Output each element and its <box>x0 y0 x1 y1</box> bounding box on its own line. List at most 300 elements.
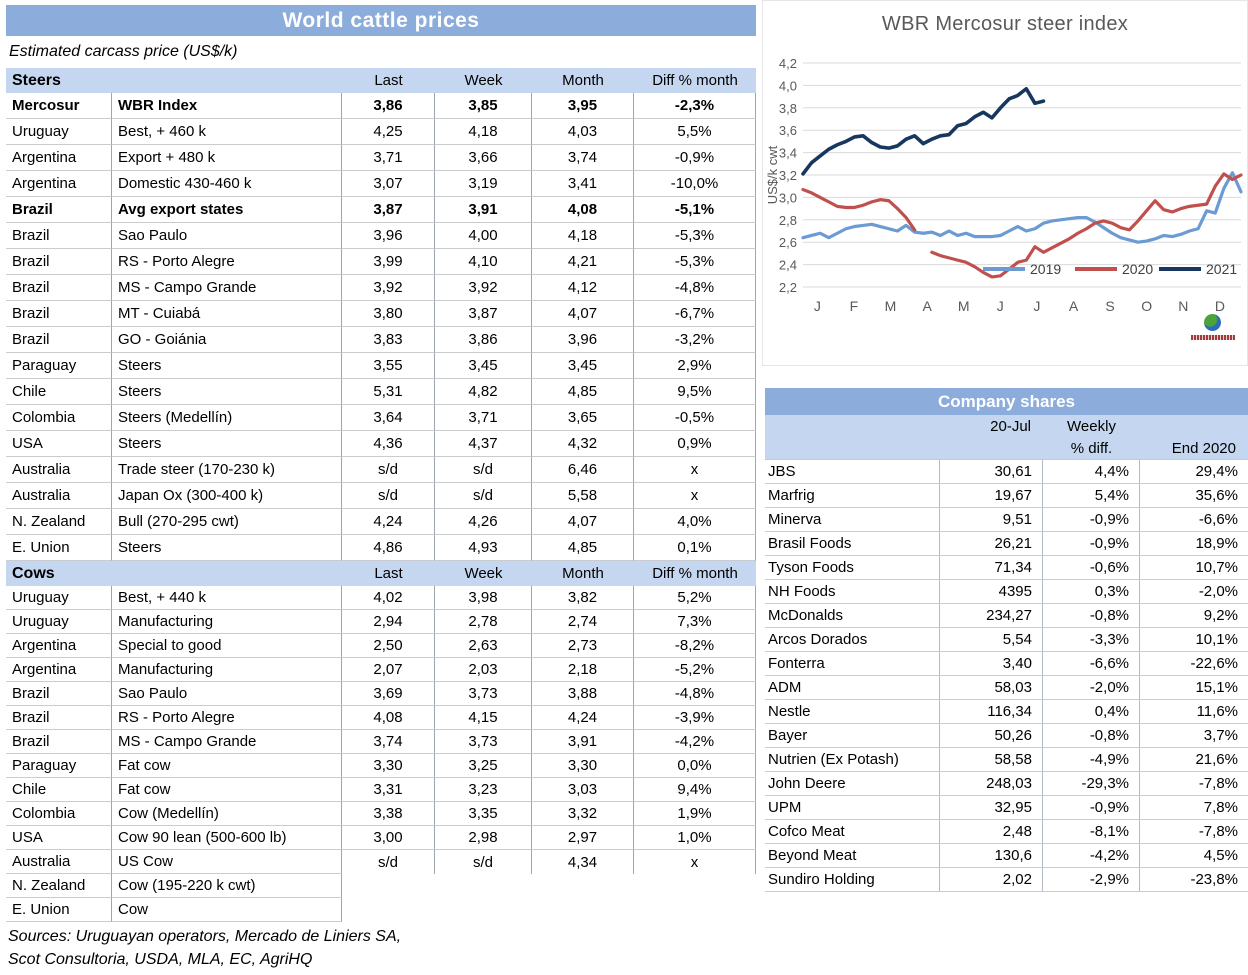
svg-text:D: D <box>1214 298 1225 314</box>
weekly-diff-cell: -0,8% <box>1043 724 1140 748</box>
spec-cell: Manufacturing <box>112 658 342 682</box>
sources-note <box>6 925 756 971</box>
country-cell: Brazil <box>6 223 112 249</box>
price-cell: 9,51 <box>940 508 1043 532</box>
spec-cell: US Cow <box>112 850 342 874</box>
weekly-diff-cell: -0,6% <box>1043 556 1140 580</box>
price-cell: 234,27 <box>940 604 1043 628</box>
month-cell: 3,41 <box>532 171 634 197</box>
svg-text:2021: 2021 <box>1206 261 1238 277</box>
price-cell: 2,48 <box>940 820 1043 844</box>
week-cell: 3,92 <box>435 275 532 301</box>
svg-text:M: M <box>957 298 970 314</box>
svg-text:A: A <box>1068 298 1079 314</box>
country-cell: N. Zealand <box>6 874 112 898</box>
weekly-diff-cell: -8,1% <box>1043 820 1140 844</box>
spec-cell: Steers <box>112 379 342 405</box>
diff-cell: -5,3% <box>634 223 756 249</box>
price-table <box>6 68 756 922</box>
last-cell: 3,07 <box>342 171 435 197</box>
country-cell: Chile <box>6 778 112 802</box>
chart-title: WBR Mercosur steer index <box>881 13 1129 35</box>
week-cell: 4,00 <box>435 223 532 249</box>
diff-cell: -0,5% <box>634 405 756 431</box>
week-cell <box>435 898 532 922</box>
week-cell: 2,78 <box>435 610 532 634</box>
price-cell: 130,6 <box>940 844 1043 868</box>
end-2020-cell: 10,1% <box>1140 628 1248 652</box>
month-cell: 3,03 <box>532 778 634 802</box>
end-2020-cell: -23,8% <box>1140 868 1248 892</box>
diff-cell: -4,8% <box>634 682 756 706</box>
last-cell <box>342 874 435 898</box>
spec-cell: Best, + 460 k <box>112 119 342 145</box>
last-cell: 3,74 <box>342 730 435 754</box>
diff-cell: x <box>634 457 756 483</box>
month-cell: 4,85 <box>532 379 634 405</box>
spec-cell: Trade steer (170-230 k) <box>112 457 342 483</box>
last-cell: 4,86 <box>342 535 435 561</box>
end-2020-cell: 7,8% <box>1140 796 1248 820</box>
month-cell: 3,74 <box>532 145 634 171</box>
last-cell: 3,71 <box>342 145 435 171</box>
month-cell: 3,65 <box>532 405 634 431</box>
week-cell: 3,45 <box>435 353 532 379</box>
month-cell: 4,03 <box>532 119 634 145</box>
month-cell: 3,96 <box>532 327 634 353</box>
country-cell: Mercosur <box>6 93 112 119</box>
week-cell: 2,03 <box>435 658 532 682</box>
diff-cell <box>634 898 756 922</box>
svg-text:4,2: 4,2 <box>778 56 797 71</box>
spec-cell: RS - Porto Alegre <box>112 249 342 275</box>
diff-cell: 7,3% <box>634 610 756 634</box>
week-cell: 2,98 <box>435 826 532 850</box>
last-cell: 3,87 <box>342 197 435 223</box>
column-header: Month <box>532 68 634 93</box>
column-header: Week <box>435 561 532 586</box>
diff-cell <box>634 874 756 898</box>
diff-cell: -2,3% <box>634 93 756 119</box>
price-cell: 5,54 <box>940 628 1043 652</box>
week-cell: s/d <box>435 483 532 509</box>
diff-cell: 0,1% <box>634 535 756 561</box>
week-cell: s/d <box>435 850 532 874</box>
last-cell: 3,86 <box>342 93 435 119</box>
column-header: Month <box>532 561 634 586</box>
last-cell: 2,94 <box>342 610 435 634</box>
country-cell: E. Union <box>6 898 112 922</box>
spec-cell: Sao Paulo <box>112 682 342 706</box>
diff-cell: -3,2% <box>634 327 756 353</box>
svg-text:3,0: 3,0 <box>778 190 797 206</box>
country-cell: N. Zealand <box>6 509 112 535</box>
price-cell: 19,67 <box>940 484 1043 508</box>
month-cell: 3,82 <box>532 586 634 610</box>
week-cell: 4,93 <box>435 535 532 561</box>
spec-cell: Cow (195-220 k cwt) <box>112 874 342 898</box>
last-cell: 4,08 <box>342 706 435 730</box>
last-cell: 3,92 <box>342 275 435 301</box>
last-cell: 4,36 <box>342 431 435 457</box>
publisher-logo-wordmark <box>1191 335 1235 340</box>
price-cell: 2,02 <box>940 868 1043 892</box>
company-name-cell: Tyson Foods <box>765 556 940 580</box>
spec-cell: Avg export states <box>112 197 342 223</box>
spec-cell: Sao Paulo <box>112 223 342 249</box>
diff-cell: 1,0% <box>634 826 756 850</box>
country-cell: Argentina <box>6 145 112 171</box>
end-2020-cell: 35,6% <box>1140 484 1248 508</box>
month-cell: 3,32 <box>532 802 634 826</box>
last-cell: s/d <box>342 483 435 509</box>
column-header: Diff % month <box>634 561 756 586</box>
weekly-diff-cell: -3,3% <box>1043 628 1140 652</box>
month-cell: 3,95 <box>532 93 634 119</box>
spec-cell: Steers (Medellín) <box>112 405 342 431</box>
header-weekly: Weekly <box>1067 417 1116 435</box>
price-cell: 248,03 <box>940 772 1043 796</box>
end-2020-cell: -7,8% <box>1140 772 1248 796</box>
diff-cell: -0,9% <box>634 145 756 171</box>
weekly-diff-cell: -0,9% <box>1043 796 1140 820</box>
week-cell: 4,10 <box>435 249 532 275</box>
spec-cell: Fat cow <box>112 778 342 802</box>
diff-cell: x <box>634 850 756 874</box>
header-spacer <box>765 415 940 437</box>
country-cell: Colombia <box>6 802 112 826</box>
svg-text:M: M <box>884 298 897 314</box>
header-end-2020: End 2020 <box>1171 439 1236 457</box>
diff-cell: 4,0% <box>634 509 756 535</box>
weekly-diff-cell: 0,4% <box>1043 700 1140 724</box>
country-cell: Uruguay <box>6 586 112 610</box>
svg-text:2,4: 2,4 <box>778 257 797 273</box>
country-cell: Colombia <box>6 405 112 431</box>
column-header: Last <box>342 561 435 586</box>
header-spacer <box>765 437 940 459</box>
end-2020-cell: 18,9% <box>1140 532 1248 556</box>
diff-cell: 5,5% <box>634 119 756 145</box>
last-cell: s/d <box>342 457 435 483</box>
header-weekly-diff: % diff. <box>1070 439 1113 457</box>
svg-text:A: A <box>922 298 932 314</box>
last-cell: 3,83 <box>342 327 435 353</box>
sources-line-1: Sources: Uruguayan operators, Mercado de Liniers SA, <box>8 928 402 945</box>
last-cell: 4,02 <box>342 586 435 610</box>
month-cell: 6,46 <box>532 457 634 483</box>
steer-index-chart-card <box>762 0 1248 366</box>
weekly-diff-cell: -0,9% <box>1043 532 1140 556</box>
weekly-diff-cell: -4,9% <box>1043 748 1140 772</box>
spec-cell: Domestic 430-460 k <box>112 171 342 197</box>
price-cell: 32,95 <box>940 796 1043 820</box>
week-cell: s/d <box>435 457 532 483</box>
month-cell: 4,18 <box>532 223 634 249</box>
weekly-diff-cell: 4,4% <box>1043 460 1140 484</box>
last-cell: 3,64 <box>342 405 435 431</box>
company-shares-header <box>765 415 1248 460</box>
company-name-cell: Bayer <box>765 724 940 748</box>
svg-text:O: O <box>1141 298 1153 314</box>
weekly-diff-cell: -2,9% <box>1043 868 1140 892</box>
svg-text:2020: 2020 <box>1122 261 1154 277</box>
end-2020-cell: 21,6% <box>1140 748 1248 772</box>
diff-cell: -5,2% <box>634 658 756 682</box>
svg-text:J: J <box>813 298 821 314</box>
page-title: World cattle prices <box>6 5 756 36</box>
spec-cell: Cow <box>112 898 342 922</box>
week-cell: 3,85 <box>435 93 532 119</box>
company-name-cell: Minerva <box>765 508 940 532</box>
company-name-cell: UPM <box>765 796 940 820</box>
month-cell: 4,21 <box>532 249 634 275</box>
weekly-diff-cell: -2,0% <box>1043 676 1140 700</box>
spec-cell: Manufacturing <box>112 610 342 634</box>
week-cell: 3,19 <box>435 171 532 197</box>
column-header: Diff % month <box>634 68 756 93</box>
company-name-cell: Sundiro Holding <box>765 868 940 892</box>
week-cell: 4,26 <box>435 509 532 535</box>
company-name-cell: John Deere <box>765 772 940 796</box>
company-shares-panel <box>765 388 1248 892</box>
spec-cell: Fat cow <box>112 754 342 778</box>
last-cell: 3,00 <box>342 826 435 850</box>
spec-cell: RS - Porto Alegre <box>112 706 342 730</box>
svg-text:2,8: 2,8 <box>778 212 797 228</box>
spec-cell: Cow (Medellín) <box>112 802 342 826</box>
company-name-cell: NH Foods <box>765 580 940 604</box>
month-cell: 3,30 <box>532 754 634 778</box>
weekly-diff-cell: -6,6% <box>1043 652 1140 676</box>
diff-cell: -3,9% <box>634 706 756 730</box>
last-cell: 3,55 <box>342 353 435 379</box>
country-cell: Australia <box>6 850 112 874</box>
svg-text:3,6: 3,6 <box>778 123 797 139</box>
country-cell: Chile <box>6 379 112 405</box>
week-cell: 3,35 <box>435 802 532 826</box>
country-cell: Australia <box>6 483 112 509</box>
diff-cell: 2,9% <box>634 353 756 379</box>
end-2020-cell: 9,2% <box>1140 604 1248 628</box>
diff-cell: -5,1% <box>634 197 756 223</box>
price-cell: 4395 <box>940 580 1043 604</box>
month-cell: 2,18 <box>532 658 634 682</box>
svg-text:2019: 2019 <box>1030 261 1062 277</box>
diff-cell: 1,9% <box>634 802 756 826</box>
diff-cell: 5,2% <box>634 586 756 610</box>
spec-cell: Japan Ox (300-400 k) <box>112 483 342 509</box>
header-price-date: 20-Jul <box>990 417 1031 435</box>
diff-cell: -4,8% <box>634 275 756 301</box>
price-cell: 50,26 <box>940 724 1043 748</box>
diff-cell: 9,4% <box>634 778 756 802</box>
month-cell: 3,45 <box>532 353 634 379</box>
last-cell: 2,07 <box>342 658 435 682</box>
svg-text:J: J <box>996 298 1004 314</box>
company-name-cell: Fonterra <box>765 652 940 676</box>
diff-cell: x <box>634 483 756 509</box>
month-cell: 4,07 <box>532 509 634 535</box>
country-cell: USA <box>6 826 112 850</box>
end-2020-cell: -6,6% <box>1140 508 1248 532</box>
spec-cell: Steers <box>112 431 342 457</box>
column-header: Week <box>435 68 532 93</box>
week-cell: 3,66 <box>435 145 532 171</box>
week-cell: 3,23 <box>435 778 532 802</box>
diff-cell: -6,7% <box>634 301 756 327</box>
month-cell: 4,85 <box>532 535 634 561</box>
month-cell: 2,73 <box>532 634 634 658</box>
month-cell: 4,07 <box>532 301 634 327</box>
price-cell: 3,40 <box>940 652 1043 676</box>
country-cell: Argentina <box>6 658 112 682</box>
company-name-cell: Cofco Meat <box>765 820 940 844</box>
month-cell <box>532 874 634 898</box>
last-cell: 3,99 <box>342 249 435 275</box>
company-name-cell: Nestle <box>765 700 940 724</box>
price-cell: 26,21 <box>940 532 1043 556</box>
spec-cell: MS - Campo Grande <box>112 275 342 301</box>
column-header: Last <box>342 68 435 93</box>
month-cell: 4,12 <box>532 275 634 301</box>
month-cell: 4,32 <box>532 431 634 457</box>
week-cell: 3,25 <box>435 754 532 778</box>
week-cell: 2,63 <box>435 634 532 658</box>
last-cell: 3,38 <box>342 802 435 826</box>
last-cell: 4,24 <box>342 509 435 535</box>
month-cell: 3,91 <box>532 730 634 754</box>
company-name-cell: McDonalds <box>765 604 940 628</box>
week-cell: 4,15 <box>435 706 532 730</box>
spec-cell: MT - Cuiabá <box>112 301 342 327</box>
diff-cell: 9,5% <box>634 379 756 405</box>
week-cell: 3,73 <box>435 682 532 706</box>
end-2020-cell: 11,6% <box>1140 700 1248 724</box>
section-label: Cows <box>6 561 342 586</box>
country-cell: Brazil <box>6 730 112 754</box>
last-cell: 2,50 <box>342 634 435 658</box>
last-cell: 3,80 <box>342 301 435 327</box>
header-spacer <box>940 437 1043 459</box>
country-cell: Brazil <box>6 249 112 275</box>
weekly-diff-cell: -0,9% <box>1043 508 1140 532</box>
company-name-cell: JBS <box>765 460 940 484</box>
diff-cell: -8,2% <box>634 634 756 658</box>
company-shares-table <box>765 460 1248 892</box>
weekly-diff-cell: -0,8% <box>1043 604 1140 628</box>
week-cell <box>435 874 532 898</box>
country-cell: Brazil <box>6 706 112 730</box>
spec-cell: GO - Goiánia <box>112 327 342 353</box>
company-name-cell: Arcos Dorados <box>765 628 940 652</box>
svg-text:3,8: 3,8 <box>778 100 797 116</box>
weekly-diff-cell: -4,2% <box>1043 844 1140 868</box>
week-cell: 3,98 <box>435 586 532 610</box>
country-cell: USA <box>6 431 112 457</box>
last-cell: 5,31 <box>342 379 435 405</box>
week-cell: 4,37 <box>435 431 532 457</box>
publisher-globe-logo-icon <box>1204 314 1221 331</box>
svg-text:N: N <box>1178 298 1189 314</box>
last-cell: 3,31 <box>342 778 435 802</box>
diff-cell: -10,0% <box>634 171 756 197</box>
company-name-cell: Marfrig <box>765 484 940 508</box>
week-cell: 4,82 <box>435 379 532 405</box>
spec-cell: Special to good <box>112 634 342 658</box>
spec-cell: Bull (270-295 cwt) <box>112 509 342 535</box>
spec-cell: Cow 90 lean (500-600 lb) <box>112 826 342 850</box>
end-2020-cell: -2,0% <box>1140 580 1248 604</box>
country-cell: Brazil <box>6 301 112 327</box>
svg-text:2,6: 2,6 <box>778 235 797 251</box>
month-cell <box>532 898 634 922</box>
country-cell: Argentina <box>6 634 112 658</box>
company-name-cell: Nutrien (Ex Potash) <box>765 748 940 772</box>
country-cell: Paraguay <box>6 353 112 379</box>
last-cell: 3,96 <box>342 223 435 249</box>
country-cell: Australia <box>6 457 112 483</box>
svg-text:2,2: 2,2 <box>778 280 797 295</box>
spec-cell: Steers <box>112 353 342 379</box>
end-2020-cell: 15,1% <box>1140 676 1248 700</box>
country-cell: Brazil <box>6 197 112 223</box>
month-cell: 5,58 <box>532 483 634 509</box>
header-spacer <box>1140 415 1248 437</box>
company-name-cell: ADM <box>765 676 940 700</box>
world-cattle-prices-panel <box>6 5 756 971</box>
weekly-diff-cell: -29,3% <box>1043 772 1140 796</box>
diff-cell: -4,2% <box>634 730 756 754</box>
svg-text:3,2: 3,2 <box>778 168 797 183</box>
price-cell: 116,34 <box>940 700 1043 724</box>
end-2020-cell: 4,5% <box>1140 844 1248 868</box>
svg-text:4,0: 4,0 <box>778 78 797 94</box>
week-cell: 3,73 <box>435 730 532 754</box>
spec-cell: MS - Campo Grande <box>112 730 342 754</box>
month-cell: 4,08 <box>532 197 634 223</box>
last-cell: 3,30 <box>342 754 435 778</box>
spec-cell: Export + 480 k <box>112 145 342 171</box>
month-cell: 2,74 <box>532 610 634 634</box>
price-cell: 30,61 <box>940 460 1043 484</box>
end-2020-cell: -7,8% <box>1140 820 1248 844</box>
weekly-diff-cell: 5,4% <box>1043 484 1140 508</box>
price-cell: 58,03 <box>940 676 1043 700</box>
spec-cell: Best, + 440 k <box>112 586 342 610</box>
week-cell: 3,71 <box>435 405 532 431</box>
svg-text:US$/k cwt: US$/k cwt <box>765 145 780 205</box>
company-name-cell: Beyond Meat <box>765 844 940 868</box>
company-name-cell: Brasil Foods <box>765 532 940 556</box>
last-cell: 3,69 <box>342 682 435 706</box>
country-cell: Paraguay <box>6 754 112 778</box>
country-cell: Uruguay <box>6 610 112 634</box>
week-cell: 3,91 <box>435 197 532 223</box>
end-2020-cell: 10,7% <box>1140 556 1248 580</box>
country-cell: Uruguay <box>6 119 112 145</box>
country-cell: Brazil <box>6 327 112 353</box>
month-cell: 4,34 <box>532 850 634 874</box>
sources-line-2: Scot Consultoria, USDA, MLA, EC, AgriHQ <box>8 951 313 968</box>
month-cell: 4,24 <box>532 706 634 730</box>
weekly-diff-cell: 0,3% <box>1043 580 1140 604</box>
end-2020-cell: -22,6% <box>1140 652 1248 676</box>
svg-text:S: S <box>1105 298 1115 314</box>
last-cell <box>342 898 435 922</box>
spec-cell: Steers <box>112 535 342 561</box>
price-cell: 58,58 <box>940 748 1043 772</box>
